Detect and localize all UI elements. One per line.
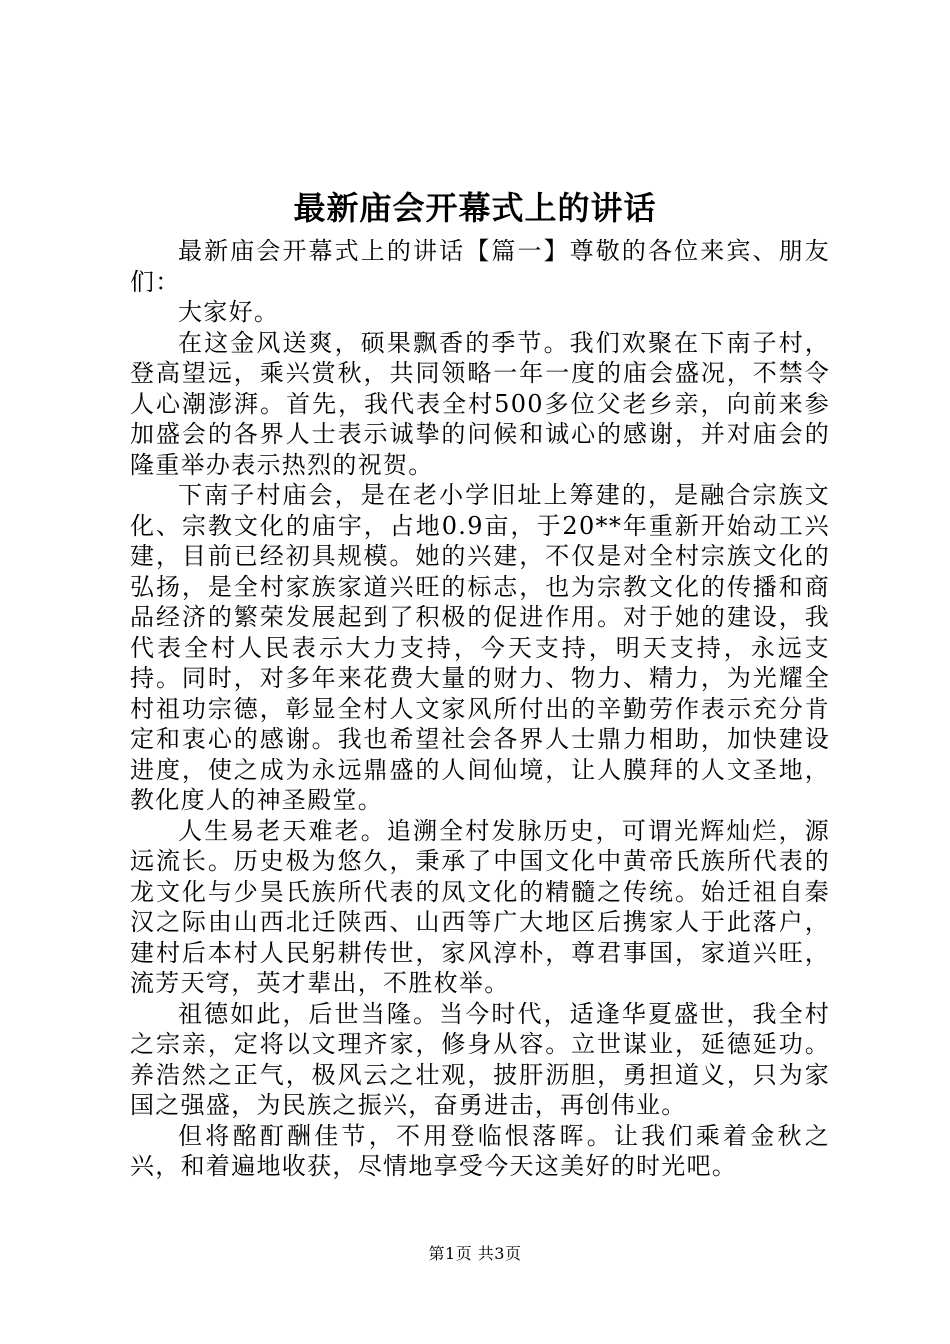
paragraph-history: 人生易老天难老。追溯全村发脉历史，可谓光辉灿烂，源远流长。历史极为悠久，秉承了中国文化中黄帝氏族所代表的龙文化与少昊氏族所代表的凤文化的精髓之传统。始迁祖自秦汉之际由山西北迁陕西、山西等广大地区后携家人于此落户，建村后本村人民躬耕传世，家风淳朴，尊君事国，家道兴旺，流芳天穹，英才辈出，不胜枚举。 (130, 816, 830, 997)
paragraph-ancestors: 祖德如此，后世当隆。当今时代，适逢华夏盛世，我全村之宗亲，定将以文理齐家，修身从容。立世谋业，延德延功。养浩然之正气，极风云之壮观，披肝沥胆，勇担道义，只为家国之强盛，为民族之振兴，奋勇进击，再创伟业。 (130, 999, 830, 1119)
document-title: 最新庙会开幕式上的讲话 (293, 189, 657, 227)
page-number: 第1页 共3页 (428, 1244, 522, 1263)
paragraph-closing: 但将酩酊酬佳节，不用登临恨落晖。让我们乘着金秋之兴，和着遍地收获，尽情地享受今天这美好的时光吧。 (130, 1121, 830, 1180)
paragraph-temple: 下南子村庙会，是在老小学旧址上筹建的，是融合宗族文化、宗教文化的庙宇，占地0.9亩，于20**年重新开始动工兴建，目前已经初具规模。她的兴建，不仅是对全村宗族文化的弘扬，是全村家族家道兴旺的标志，也为宗教文化的传播和商品经济的繁荣发展起到了积极的促进作用。对于她的建设，我代表全村人民表示大力支持，今天支持，明天支持，永远支持。同时，对多年来花费大量的财力、物力、精力，为光耀全村祖功宗德，彰显全村人文家风所付出的辛勤劳作表示充分肯定和衷心的感谢。我也希望社会各界人士鼎力相助，加快建设进度，使之成为永远鼎盛的人间仙境，让人膜拜的人文圣地，教化度人的神圣殿堂。 (130, 481, 830, 814)
document-body (130, 236, 830, 1182)
paragraph-welcome: 在这金风送爽，硕果飘香的季节。我们欢聚在下南子村，登高望远，乘兴赏秋，共同领略一年一度的庙会盛况，不禁令人心潮澎湃。首先，我代表全村500多位父老乡亲，向前来参加盛会的各界人士表示诚挚的问候和诚心的感谢，并对庙会的隆重举办表示热烈的祝贺。 (130, 328, 830, 479)
paragraph-greeting: 大家好。 (178, 298, 280, 326)
paragraph-intro: 最新庙会开幕式上的讲话【篇一】尊敬的各位来宾、朋友们： (130, 237, 830, 296)
